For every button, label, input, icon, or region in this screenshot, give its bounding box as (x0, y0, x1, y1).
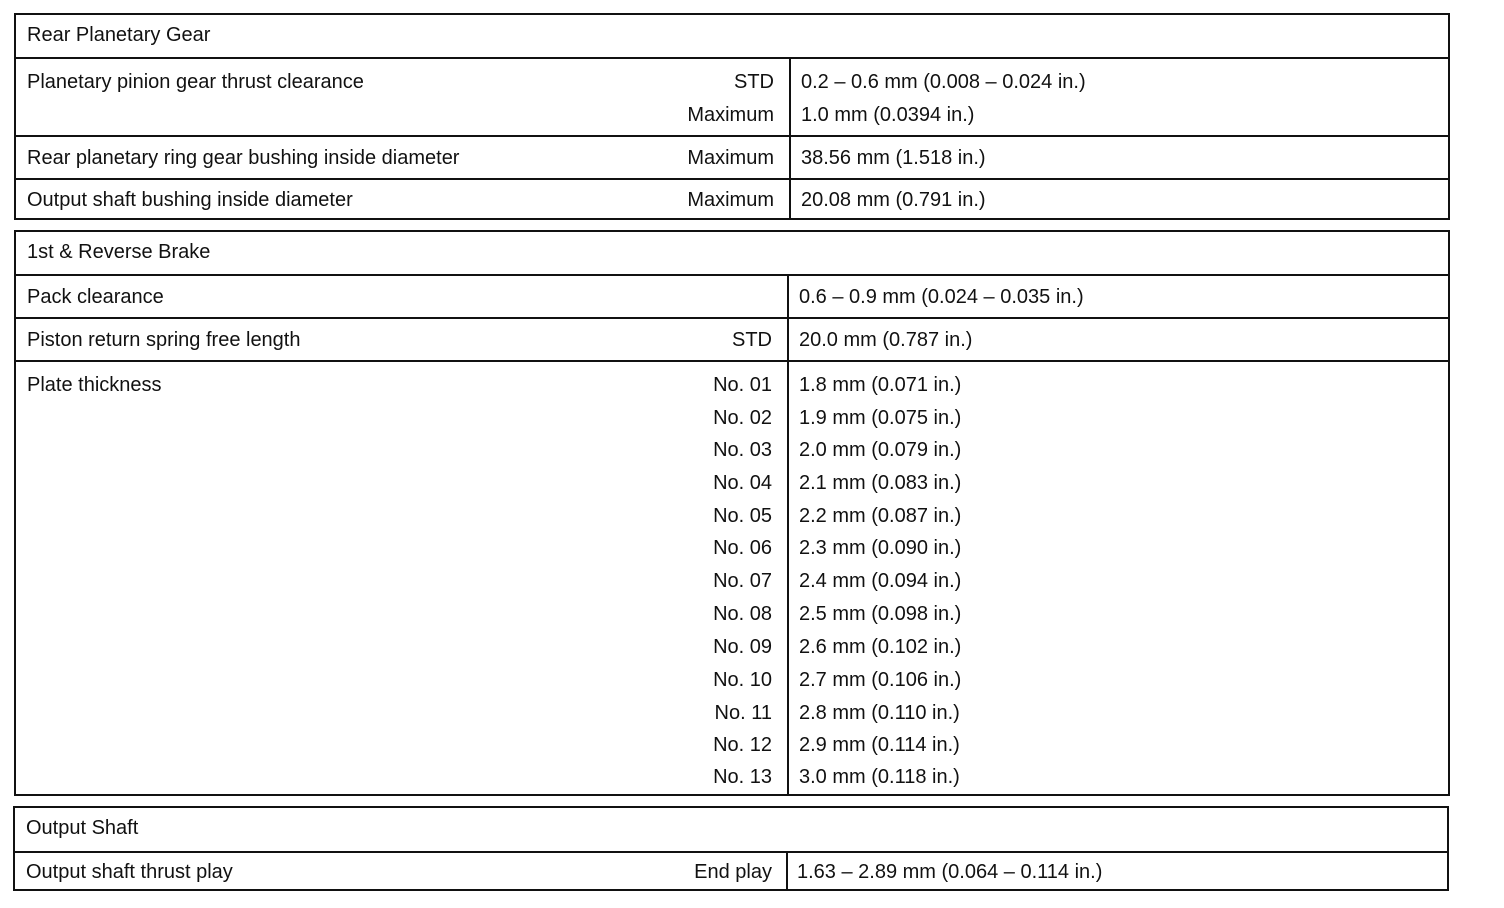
spec-value: 1.0 mm (0.0394 in.) (801, 104, 975, 126)
section-rear-planetary-gear (14, 13, 1450, 220)
spec-row (16, 180, 1448, 218)
spec-row (15, 853, 1447, 889)
column-divider (789, 59, 791, 135)
spec-label: Planetary pinion gear thrust clearance (27, 71, 364, 93)
plate-number: No. 13 (713, 766, 772, 788)
section-1st-reverse-brake (14, 230, 1450, 796)
plate-number: No. 12 (713, 734, 772, 756)
plate-number: No. 04 (713, 472, 772, 494)
column-divider (789, 180, 791, 218)
spec-value: 20.0 mm (0.787 in.) (799, 329, 973, 351)
plate-thickness-value: 2.6 mm (0.102 in.) (799, 636, 962, 658)
column-divider (789, 137, 791, 178)
plate-number: No. 11 (714, 702, 772, 724)
spec-label: Pack clearance (27, 286, 164, 308)
spec-qualifier: Maximum (687, 104, 774, 126)
plate-thickness-value: 2.2 mm (0.087 in.) (799, 505, 962, 527)
plate-number: No. 07 (713, 570, 772, 592)
column-divider (787, 362, 789, 794)
plate-number: No. 10 (713, 669, 772, 691)
spec-qualifier: STD (732, 329, 772, 351)
spec-value: 20.08 mm (0.791 in.) (801, 189, 986, 211)
plate-thickness-value: 1.9 mm (0.075 in.) (799, 407, 962, 429)
section-output-shaft (13, 806, 1449, 891)
spec-value: 0.2 – 0.6 mm (0.008 – 0.024 in.) (801, 71, 1086, 93)
plate-thickness-value: 2.8 mm (0.110 in.) (799, 702, 960, 724)
spec-value: 0.6 – 0.9 mm (0.024 – 0.035 in.) (799, 286, 1084, 308)
spec-qualifier: Maximum (687, 147, 774, 169)
plate-number: No. 01 (713, 374, 772, 396)
spec-qualifier: STD (734, 71, 774, 93)
plate-number: No. 09 (713, 636, 772, 658)
plate-thickness-value: 3.0 mm (0.118 in.) (799, 766, 960, 788)
spec-row (16, 59, 1448, 137)
spec-row-plate-thickness (16, 362, 1448, 794)
column-divider (787, 319, 789, 360)
plate-thickness-value: 2.1 mm (0.083 in.) (799, 472, 962, 494)
plate-thickness-value: 2.0 mm (0.079 in.) (799, 439, 962, 461)
spec-row (16, 319, 1448, 362)
spec-value: 1.63 – 2.89 mm (0.064 – 0.114 in.) (797, 861, 1103, 883)
column-divider (787, 276, 789, 317)
spec-row (16, 276, 1448, 319)
plate-thickness-value: 2.4 mm (0.094 in.) (799, 570, 962, 592)
plate-thickness-value: 2.3 mm (0.090 in.) (799, 537, 962, 559)
spec-qualifier: End play (694, 861, 772, 883)
spec-value: 38.56 mm (1.518 in.) (801, 147, 986, 169)
spec-label: Output shaft thrust play (26, 861, 233, 883)
section-title: Output Shaft (15, 808, 1447, 853)
spec-label: Output shaft bushing inside diameter (27, 189, 353, 211)
plate-thickness-value: 1.8 mm (0.071 in.) (799, 374, 962, 396)
plate-thickness-value: 2.9 mm (0.114 in.) (799, 734, 960, 756)
plate-number: No. 08 (713, 603, 772, 625)
plate-thickness-value: 2.7 mm (0.106 in.) (799, 669, 962, 691)
spec-row (16, 137, 1448, 180)
plate-number: No. 02 (713, 407, 772, 429)
spec-qualifier: Maximum (687, 189, 774, 211)
plate-thickness-value: 2.5 mm (0.098 in.) (799, 603, 962, 625)
section-title: 1st & Reverse Brake (16, 232, 1448, 276)
column-divider (786, 853, 788, 889)
plate-number: No. 03 (713, 439, 772, 461)
spec-label: Rear planetary ring gear bushing inside diameter (27, 147, 460, 169)
plate-number: No. 05 (713, 505, 772, 527)
plate-number: No. 06 (713, 537, 772, 559)
spec-label: Plate thickness (27, 374, 162, 396)
section-title: Rear Planetary Gear (16, 15, 1448, 59)
spec-label: Piston return spring free length (27, 329, 301, 351)
